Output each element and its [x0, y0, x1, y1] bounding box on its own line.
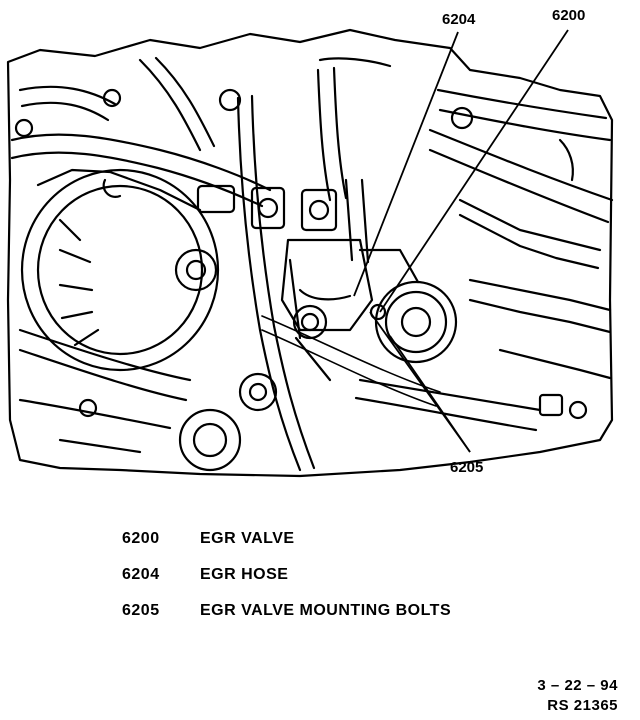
legend-row	[122, 566, 451, 602]
leader-6204	[354, 32, 458, 296]
callout-6204: 6204	[442, 11, 476, 28]
figure-date: 3 – 22 – 94	[537, 677, 618, 694]
legend-label: EGR VALVE MOUNTING BOLTS	[200, 602, 452, 619]
legend-row	[122, 530, 451, 566]
callout-6205: 6205	[450, 459, 484, 476]
leader-6205-b	[390, 336, 470, 452]
parts-legend	[122, 530, 451, 638]
legend-code: 6200	[122, 530, 160, 547]
figure-footer	[537, 676, 618, 716]
leader-6200	[380, 30, 568, 312]
callout-6200: 6200	[552, 7, 586, 24]
legend-label: EGR VALVE	[200, 530, 295, 547]
figure-reference: RS 21365	[547, 697, 618, 714]
legend-code: 6204	[122, 566, 160, 583]
legend-code: 6205	[122, 602, 160, 619]
legend-row	[122, 602, 451, 638]
right-manifold	[430, 90, 612, 418]
legend-label: EGR HOSE	[200, 566, 289, 583]
